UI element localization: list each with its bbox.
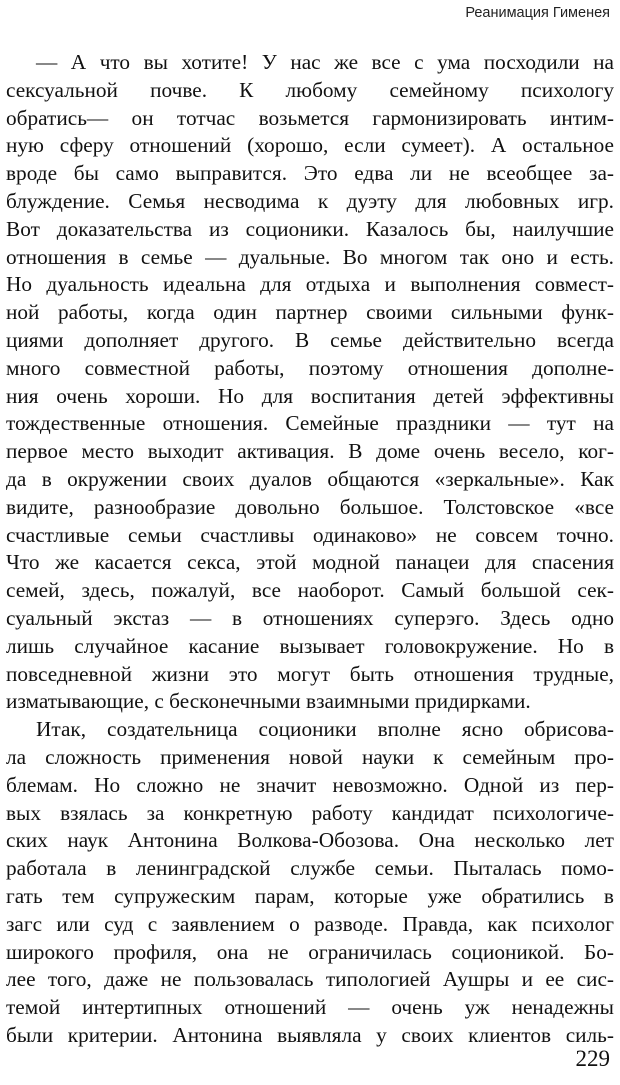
text-line: вроде бы само выправится. Это едва ли не всеобщее за- [6,161,614,186]
text-line: были критерии. Антонина выявляла у своих клиентов силь- [6,1022,614,1047]
text-line: — А что вы хотите! У нас же все с ума посходили на [36,50,614,74]
text-line: работала в ленинградской службе семьи. Пыталась помо- [6,856,614,881]
text-line: отношения в семье — дуальные. Во многом так оно и есть. [6,244,614,269]
text-line: циями дополняет другого. В семье действительно всегда [6,327,614,352]
text-line: темой интертипных отношений — очень уж ненадежны [6,995,614,1020]
text-line: Вот доказательства из соционики. Казалось бы, наилучшие [6,216,614,241]
text-line: ную сферу отношений (хорошо, если сумеет). А остальное [6,133,614,158]
text-line: повседневной жизни это могут быть отношения трудные, [6,661,614,686]
text-line: семей, здесь, пожалуй, все наоборот. Самый большой сек- [6,578,614,603]
text-line: гать тем супружеским парам, которые уже обратились в [6,883,614,908]
text-line: сексуальной почве. К любому семейному психологу [6,77,614,102]
text-line: ния очень хороши. Но для воспитания детей эффективны [6,383,614,408]
text-line: первое место выходит активация. В доме очень весело, ког- [6,439,614,464]
text-line: да в окружении своих дуалов общаются «зеркальные». Как [6,466,614,491]
text-line: обратись— он тотчас возьмется гармонизировать интим- [6,105,614,130]
text-line: видите, разнообразие довольно большое. Толстовское «все [6,494,614,519]
text-line: счастливые семьи счастливы одинаково» не совсем точно. [6,522,614,547]
text-line: много совместной работы, поэтому отношения дополне- [6,355,614,380]
text-line: лее того, даже не пользовалась типологией Аушры и ее сис- [6,967,614,992]
text-line: ной работы, когда один партнер своими сильными функ- [6,300,614,325]
text-line: блемам. Но сложно не значит невозможно. Одной из пер- [6,772,614,797]
text-line: ских наук Антонина Волкова-Обозова. Она несколько лет [6,828,614,853]
text-line: тождественные отношения. Семейные праздники — тут на [6,411,614,436]
page-number: 229 [575,1046,610,1071]
text-line: вых взялась за конкретную работу кандидат психологиче- [6,800,614,825]
text-line: ла сложность применения новой науки к семейным про- [6,744,614,769]
text-line: блуждение. Семья несводима к дуэту для любовных игр. [6,188,614,213]
running-header: Реанимация Гименея [465,5,610,21]
text-line: Что же касается секса, этой модной панацеи для спасения [6,550,614,575]
text-line: Но дуальность идеальна для отдыха и выполнения совмест- [6,272,614,297]
text-line: суальный экстаз — в отношениях суперэго. Здесь одно [6,605,614,630]
text-line: изматывающие, с бесконечными взаимными придирками. [6,689,531,714]
text-line: Итак, создательница соционики вполне ясно обрисова- [36,717,614,742]
text-line: лишь случайное касание вызывает головокружение. Но в [6,633,614,658]
body-text [6,49,614,1050]
text-line: широкого профиля, она не ограничилась соционикой. Бо- [6,939,614,964]
text-line: загс или суд с заявлением о разводе. Правда, как психолог [6,911,614,936]
